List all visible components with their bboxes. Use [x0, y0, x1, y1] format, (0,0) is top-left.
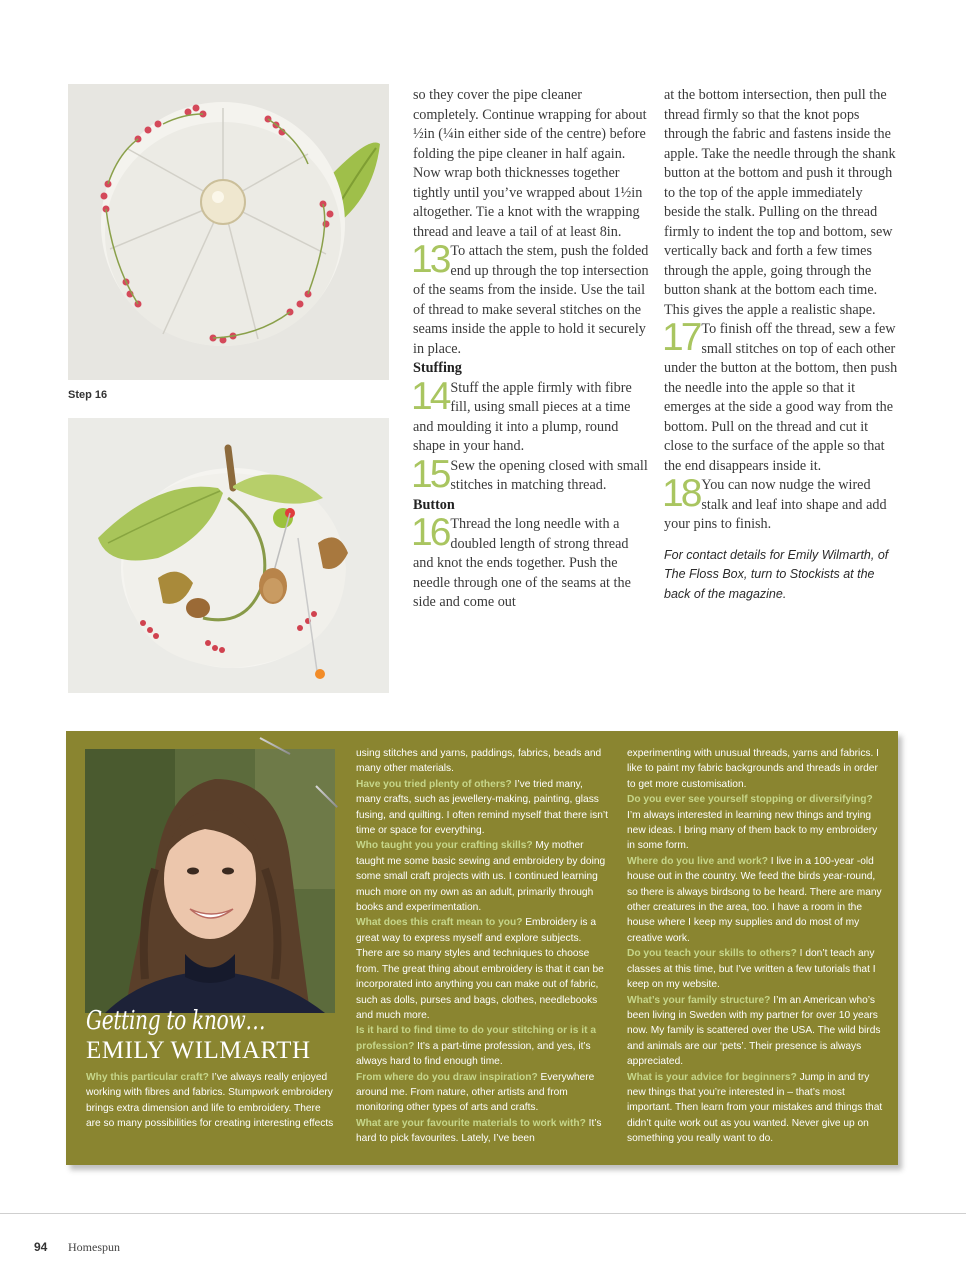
step-17-text: To finish off the thread, sew a few small stitches on top of each other under the button at the bottom, then push the needle into the apple so that it emerges at the side a good way from the bottom. Pull on the thread and cut it close to the surface of the apple so that the end disappears inside it. [664, 321, 898, 474]
qa-answer: experimenting with unusual threads, yarns and fabrics. I like to paint my fabric backgrounds and threads in order to get more customisation. [627, 748, 879, 790]
qa-question: Is it hard to find time to do your stitching or is it a profession? [356, 1025, 596, 1052]
step-15-number: 15 [411, 452, 449, 496]
qa-question: Why this particular craft? [86, 1072, 209, 1083]
profile-column-middle [356, 746, 608, 1147]
profile-column-right [627, 746, 887, 1147]
qa-question: Have you tried plenty of others? [356, 778, 512, 790]
profile-name: EMILY WILMARTH [86, 1037, 311, 1064]
qa-item [356, 1070, 608, 1116]
step-14 [411, 374, 649, 457]
qa-item [627, 746, 887, 792]
step-15-text: Sew the opening closed with small stitches in matching thread. [450, 457, 648, 493]
step-13 [411, 238, 649, 359]
qa-answer: Embroidery is a great way to express myself and explore subjects. There are so many styles and techniques to choose from. The great thing about embroidery is that it can be incorporated into anything you can make out of fabric, such as dolls, purses and bags, clothes, needlebooks and much more. [356, 917, 604, 1021]
qa-answer: Jump in and try new things that you’re interested in – that’s most important. Then learn from your mistakes and things that didn’t quite work out as you wanted. Never give up on something you really want to do. [627, 1071, 883, 1145]
qa-item [356, 1023, 608, 1069]
qa-question: What does this craft mean to you? [356, 917, 523, 929]
photo-caption: Step 16 [68, 389, 108, 401]
apple-top-view-photo [68, 84, 389, 380]
step-18-number: 18 [662, 472, 700, 515]
portrait-illustration [85, 749, 335, 1013]
step-18-text: You can now nudge the wired stalk and leaf into shape and add your pins to finish. [664, 477, 887, 532]
apple-side-view-photo [68, 418, 389, 693]
qa-answer: My mother taught me some basic sewing and embroidery by doing some small craft projects with us. I continued learning much more on my own as an adult, primarily through books and experimentation. [356, 840, 606, 914]
qa-item [627, 792, 887, 854]
qa-item [356, 838, 608, 915]
step-14-text: Stuff the apple firmly with fibre fill, using small pieces at a time and moulding it into a plump, round shape in your hand. [413, 379, 632, 454]
qa-item [627, 946, 887, 992]
step-17-number: 17 [662, 316, 700, 359]
qa-answer: I live in a 100-year -old house out in the country. We feed the birds year-round, so there is always birdsong to be heard. There are many other creatures in the area, too. I have a room in the house where I keep my supplies and do most of my creative work. [627, 855, 882, 944]
step-17 [662, 316, 900, 476]
getting-to-know-box [66, 731, 898, 1165]
col2-intro: at the bottom intersection, then pull the thread firmly so that the knot pops through the fabric and fastens inside the apple. Take the needle through the shank button at the bottom and push it through to the top of the apple immediately beside the stalk. Pulling on the thread firmly to indent the top and bottom, sew vertically back and forth a few times through the apple, going through the button shank at the bottom each time. This gives the apple a realistic shape. [664, 87, 896, 318]
col1-intro: so they cover the pipe cleaner completely. Continue wrapping for about ½in (¼in either side of the centre) before folding the pipe cleaner in half again. Now wrap both thicknesses together tightly until you’ve wrapped about 1½in altogether. Tie a knot with the wrapping thread and leave a tail of at least 8in. [413, 87, 647, 240]
step-13-text: To attach the stem, push the folded end up through the top intersection of the seams from the inside. Use the tail of thread to make several stitches on the seams inside the apple to hold it securely in place. [413, 243, 649, 357]
qa-question: What’s your family structure? [627, 994, 771, 1006]
apple-side-illustration [68, 418, 389, 693]
qa-answer: I’m always interested in learning new things and trying new ideas. I bring many of them back to my embroidery in some form. [627, 809, 878, 852]
page-number: 94 [34, 1240, 48, 1254]
qa-item [356, 777, 608, 839]
heading-button: Button [413, 496, 455, 513]
qa-item [356, 915, 608, 1023]
qa-question: What is your advice for beginners? [627, 1071, 797, 1083]
qa-question: What are your favourite materials to work with? [356, 1117, 586, 1129]
step-15 [411, 452, 649, 496]
qa-answer: I’ve always really enjoyed working with fibres and fabrics. Stumpwork embroidery brings extra dimension and life to embroidery. There are so many possibilities for creating interesting effects [86, 1072, 334, 1130]
qa-answer: I don’t teach any classes at this time, but I’ve written a few tutorials that I keep on my website. [627, 948, 876, 991]
apple-top-illustration [68, 84, 389, 380]
qa-item [627, 1070, 887, 1147]
qa-answer: It’s hard to pick favourites. Lately, I’ve been [356, 1117, 602, 1145]
step-18 [662, 472, 900, 535]
qa-answer: It’s a part-time profession, and yes, it’s always hard to find enough time. [356, 1040, 591, 1068]
qa-answer: using stitches and yarns, paddings, fabrics, beads and many other materials. [356, 748, 602, 775]
qa-question: Where do you live and work? [627, 855, 768, 867]
heading-stuffing: Stuffing [413, 360, 462, 376]
article-column-1 [413, 86, 649, 613]
qa-question: From where do you draw inspiration? [356, 1071, 538, 1083]
qa-item [356, 746, 608, 777]
profile-column-left [86, 1070, 336, 1132]
step-13-number: 13 [411, 238, 449, 281]
getting-to-know-heading: Getting to know… [86, 1006, 266, 1036]
qa-question: Do you teach your skills to others? [627, 948, 797, 960]
qa-item [627, 854, 887, 946]
article-column-2 [664, 86, 900, 604]
qa-item [86, 1070, 336, 1132]
contact-note: For contact details for Emily Wilmarth, of The Floss Box, turn to Stockists at the back of the magazine. [664, 547, 889, 601]
qa-answer: Everywhere around me. From nature, other artists and from monitoring other types of arts and crafts. [356, 1071, 595, 1114]
step-16-number: 16 [411, 511, 449, 554]
qa-item [356, 1116, 608, 1147]
qa-item [627, 993, 887, 1070]
step-16-text: Thread the long needle with a doubled length of strong thread and knot the ends together. Push the needle through one of the seams at the side and come out [413, 516, 631, 610]
step-14-number: 14 [411, 374, 449, 418]
qa-question: Do you ever see yourself stopping or diversifying? [627, 794, 873, 806]
portrait-photo [85, 749, 335, 1013]
qa-answer: I’m an American who’s been living in Sweden with my partner for over 10 years now. My family is scattered over the USA. The wild birds and animals are our ‘pets’. Their presence is always appreciated. [627, 994, 881, 1068]
step-16 [411, 511, 649, 613]
footer-divider [0, 1213, 966, 1214]
magazine-name: Homespun [68, 1240, 120, 1254]
qa-question: Who taught you your crafting skills? [356, 840, 533, 852]
qa-answer: I’ve tried many, many crafts, such as jewellery-making, painting, glass fusing, and quilting. I often remind myself that there isn’t time or space for everything. [356, 778, 608, 837]
